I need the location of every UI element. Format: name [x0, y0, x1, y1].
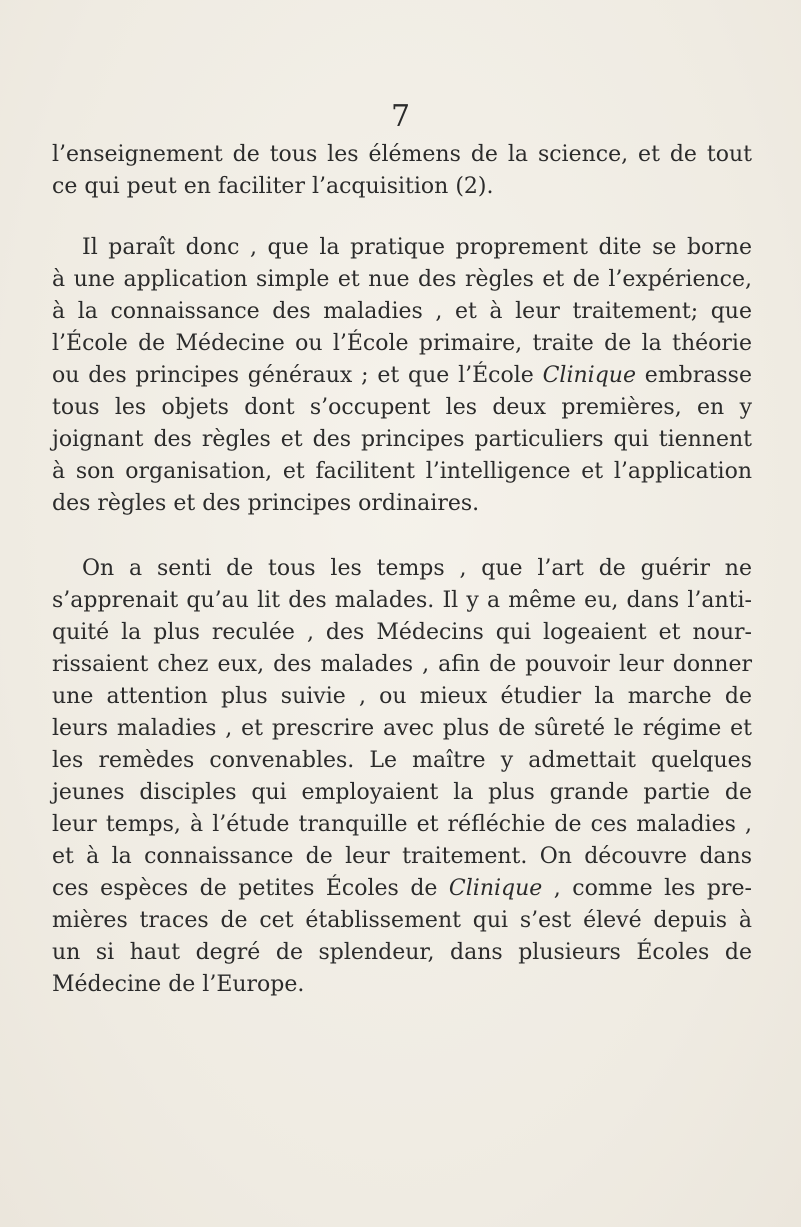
- text-line: Médecine de l’Europe.: [52, 972, 305, 997]
- text-segment: , comme les pre-: [542, 876, 752, 901]
- text-line: une attention plus suivie , ou mieux étudier la marche de: [52, 684, 752, 709]
- text-line: On a senti de tous les temps , que l’art de guérir ne: [82, 556, 752, 581]
- paragraph-1: [52, 139, 752, 203]
- text-line: quité la plus reculée , des Médecins qui logeaient et nour-: [52, 620, 752, 645]
- paragraph-gap: [52, 520, 752, 553]
- text-line: ce qui peut en faciliter l’acquisition (2).: [52, 174, 494, 199]
- italic-word-clinique: Clinique: [542, 363, 636, 388]
- text-line: leurs maladies , et prescrire avec plus de sûreté le régime et: [52, 716, 752, 741]
- text-segment: ou des principes généraux ; et que l’École: [52, 363, 543, 388]
- paragraph-gap: [52, 203, 752, 232]
- text-line: un si haut degré de splendeur, dans plusieurs Écoles de: [52, 940, 752, 965]
- text-line: leur temps, à l’étude tranquille et réfléchie de ces maladies ,: [52, 812, 752, 837]
- paragraph-2: [52, 232, 752, 520]
- text-line: jeunes disciples qui employaient la plus grande partie de: [52, 780, 752, 805]
- text-line: [52, 360, 752, 392]
- text-line: à une application simple et nue des règles et de l’expérience,: [52, 267, 752, 292]
- text-line: mières traces de cet établissement qui s’est élevé depuis à: [52, 908, 752, 933]
- text-line: à la connaissance des maladies , et à leur traitement; que: [52, 299, 752, 324]
- text-segment: ces espèces de petites Écoles de: [52, 876, 449, 901]
- page-number: 7: [390, 99, 411, 134]
- text-line: l’enseignement de tous les élémens de la science, et de tout: [52, 142, 752, 167]
- italic-word-clinique: Clinique: [448, 876, 543, 901]
- text-line: [52, 873, 752, 905]
- body-text: [52, 139, 752, 1001]
- text-line: tous les objets dont s’occupent les deux premières, en y: [52, 395, 752, 420]
- text-line: à son organisation, et facilitent l’intelligence et l’application: [52, 459, 752, 484]
- text-segment: embrasse: [635, 363, 752, 388]
- text-line: rissaient chez eux, des malades , afin de pouvoir leur donner: [52, 652, 752, 677]
- text-line: joignant des règles et des principes particuliers qui tiennent: [52, 427, 752, 452]
- text-line: des règles et des principes ordinaires.: [52, 491, 480, 516]
- text-line: l’École de Médecine ou l’École primaire, traite de la théorie: [52, 331, 752, 356]
- text-line: les remèdes convenables. Le maître y admettait quelques: [52, 748, 752, 773]
- text-line: s’apprenait qu’au lit des malades. Il y a même eu, dans l’anti-: [52, 588, 752, 613]
- paragraph-3: [52, 553, 752, 1001]
- text-line: et à la connaissance de leur traitement. On découvre dans: [52, 844, 752, 869]
- text-line: Il paraît donc , que la pratique proprement dite se borne: [82, 235, 752, 260]
